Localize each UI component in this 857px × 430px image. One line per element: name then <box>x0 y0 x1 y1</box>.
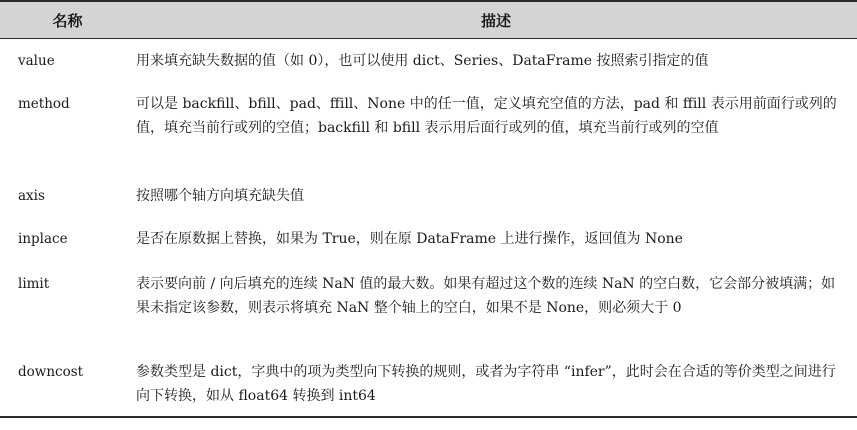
param-description: 可以是 backfill、bfill、pad、ffill、None 中的任一值，定义填充空值的方法，pad 和 ffill 表示用前面行或列的值，填充当前行或列的空值；backfill 和 bfill 表示用后面行或列的值，填充当前行或列的空值 <box>136 96 837 136</box>
param-name: method <box>18 96 70 112</box>
table-row <box>0 39 857 85</box>
param-description: 按照哪个轴方向填充缺失值 <box>136 188 304 204</box>
table-row <box>0 271 857 357</box>
param-description: 参数类型是 dict，字典中的项为类型向下转换的规则，或者为字符串 “infer”，此时会在合适的等价类型之间进行向下转换，如从 float64 转换到 int64 <box>135 357 857 417</box>
header-row <box>0 1 857 39</box>
param-name: inplace <box>18 231 68 247</box>
param-name: downcost <box>0 357 135 417</box>
param-name: limit <box>18 276 50 292</box>
table-row <box>0 226 857 271</box>
param-description: 表示要向前 / 向后填充的连续 NaN 值的最大数。如果有超过这个数的连续 NaN 的空白数，它会部分被填满；如果未指定该参数，则表示将填充 NaN 整个轴上的空白，如果不是 None，则必须大于 0 <box>136 276 836 316</box>
header-description: 描述 <box>135 1 857 39</box>
table-row <box>0 181 857 226</box>
param-description: 用来填充缺失数据的值（如 0），也可以使用 dict、Series、DataFrame 按照索引指定的值 <box>136 53 709 69</box>
table-header <box>0 1 857 39</box>
param-name: value <box>18 53 55 69</box>
table-body <box>0 39 857 418</box>
table-row <box>0 84 857 181</box>
header-name: 名称 <box>0 1 135 39</box>
param-description: 是否在原数据上替换，如果为 True，则在原 DataFrame 上进行操作，返回值为 None <box>136 231 683 247</box>
param-name: axis <box>18 188 45 204</box>
table-row <box>0 357 857 417</box>
